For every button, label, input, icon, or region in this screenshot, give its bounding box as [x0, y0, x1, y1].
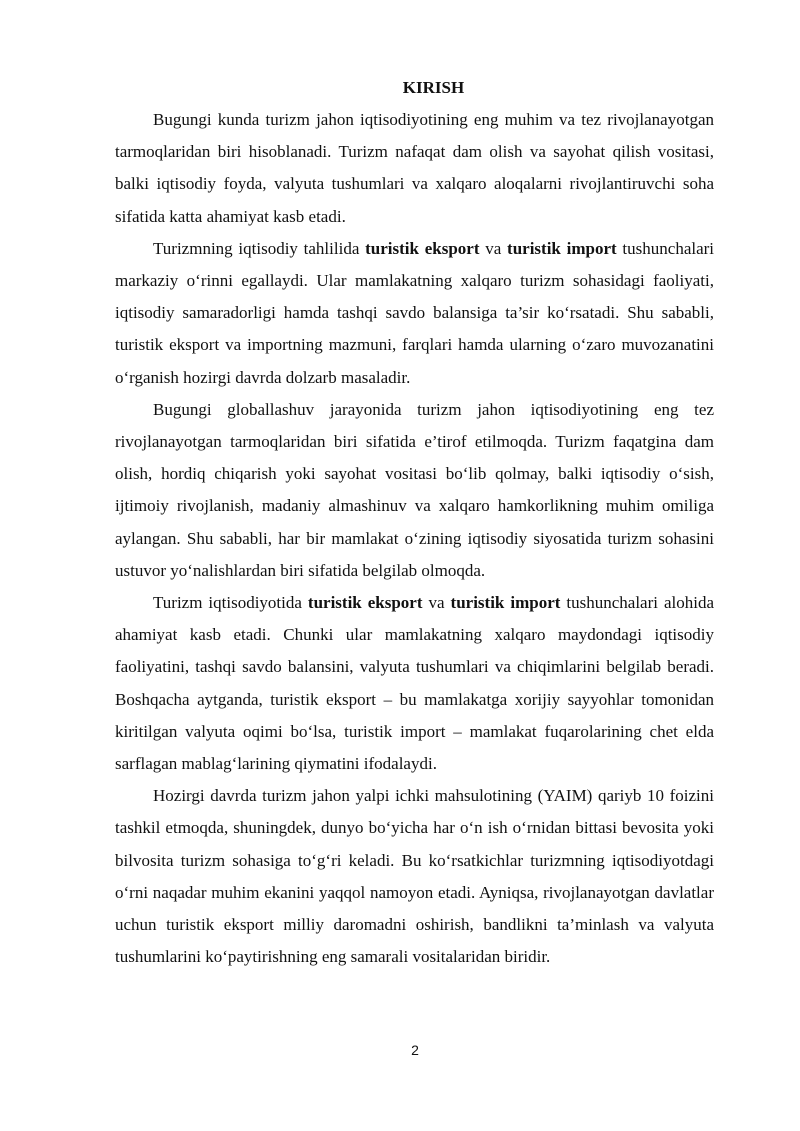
- paragraph-1: [115, 104, 714, 233]
- paragraph-text: va: [422, 593, 451, 613]
- page-number: 2: [411, 1042, 419, 1058]
- paragraph-5: [115, 780, 714, 973]
- paragraph-text: Hozirgi davrda turizm jahon yalpi ichki mahsulotining (YAIM) qariyb 10 foizini tashkil etmoqda, shuningdek, dunyo bo‘yicha har o‘n ish o‘rnidan bittasi bevosita yoki bilvosita turizm sohasiga to‘g‘ri keladi. Bu ko‘rsatkichlar turizmning iqtisodiyotdagi o‘rni naqadar muhim ekanini yaqqol namoyon etadi. Ayniqsa, rivojlanayotgan davlatlar uchun turistik eksport milliy daromadni oshirish, bandlikni ta’minlash va valyuta tushumlarini ko‘paytirishning eng samarali vositalaridan biridir.: [115, 786, 714, 967]
- paragraph-2: [115, 233, 714, 394]
- paragraph-text: tushunchalari alohida ahamiyat kasb etadi. Chunki ular mamlakatning xalqaro maydondagi iqtisodiy faoliyatini, tashqi savdo balansini, valyuta tushumlari va chiqimlarini belgilab beradi. Boshqacha aytganda, turistik eksport – bu mamlakatga xorijiy sayyohlar tomonidan kiritilgan valyuta oqimi bo‘lsa, turistik import – mamlakat fuqarolarining chet elda sarflagan mablag‘larining qiymatini ifodalaydi.: [115, 593, 714, 774]
- paragraph-text: tushunchalari markaziy o‘rinni egallaydi. Ular mamlakatning xalqaro turizm sohasidagi faoliyati, iqtisodiy samaradorligi hamda tashqi savdo balansiga ta’sir ko‘rsatadi. Shu sababli, turistik eksport va importning mazmuni, farqlari hamda ularning o‘zaro muvozanatini o‘rganish hozirgi davrda dolzarb masaladir.: [115, 238, 715, 387]
- bold-term: turistik eksport: [365, 238, 480, 258]
- paragraph-text: va: [479, 238, 508, 258]
- paragraph-text: Turizmning iqtisodiy tahlilida: [153, 238, 366, 258]
- paragraph-text: Turizm iqtisodiyotida: [153, 593, 308, 613]
- paragraph-4: [115, 587, 714, 780]
- paragraph-3: [115, 394, 714, 587]
- document-page: [115, 72, 714, 973]
- paragraph-text: Bugungi kunda turizm jahon iqtisodiyotining eng muhim va tez rivojlanayotgan tarmoqlaridan biri hisoblanadi. Turizm nafaqat dam olish va sayohat qilish vositasi, balki iqtisodiy foyda, valyuta tushumlari va xalqaro aloqalarni rivojlantiruvchi soha sifatida katta ahamiyat kasb etadi.: [115, 110, 714, 226]
- bold-term: turistik import: [507, 238, 617, 258]
- bold-term: turistik eksport: [307, 593, 423, 613]
- paragraph-text: Bugungi globallashuv jarayonida turizm jahon iqtisodiyotining eng tez rivojlanayotgan tarmoqlaridan biri sifatida e’tirof etilmoqda. Turizm faqatgina dam olish, hordiq chiqarish yoki sayohat vositasi bo‘lib qolmay, balki iqtisodiy o‘sish, ijtimoiy rivojlanish, madaniy almashinuv va xalqaro hamkorlikning muhim omiliga aylangan. Shu sababli, har bir mamlakat o‘zining iqtisodiy siyosatida turizm sohasini ustuvor yo‘nalishlardan biri sifatida belgilab olmoqda.: [115, 399, 714, 580]
- bold-term: turistik import: [450, 593, 561, 613]
- page-title: KIRISH: [402, 78, 465, 97]
